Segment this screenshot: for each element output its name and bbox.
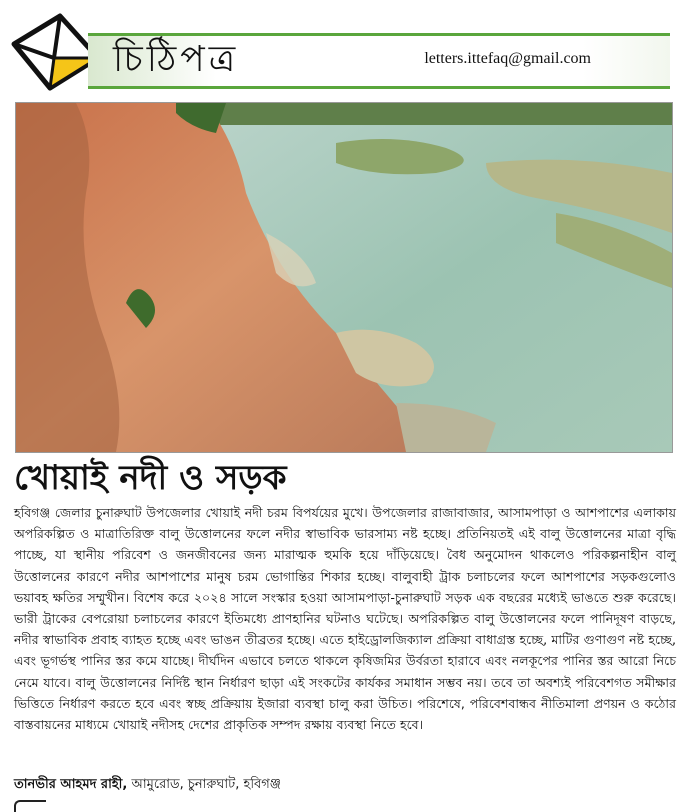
author-byline <box>14 775 281 796</box>
article-body: হবিগঞ্জ জেলার চুনারুঘাট উপজেলার খোয়াই নদী চরম বিপর্যয়ের মুখে। উপজেলার রাজাবাজার, আসামপাড়া ও আশপাশের এলাকায় অপরিকল্পিত ও মাত্রাতিরিক্ত বালু উত্তোলনের ফলে নদীর স্বাভাবিক ভারসাম্য নষ্ট হচ্ছে। প্রতিনিয়তই এই বালু উত্তোলনের মাত্রা বৃদ্ধি পাচ্ছে, যা স্থানীয় পরিবেশ ও জনজীবনের জন্য মারাত্মক হুমকি হয়ে দাঁড়িয়েছে। বৈধ অনুমোদন থাকলেও পরিকল্পনাহীন বালু উত্তোলনের কারণে নদীর আশপাশের মানুষ চরম ভোগান্তির শিকার হচ্ছে। বালুবাহী ট্রাক চলাচলের ফলে আশপাশের সড়কগুলোও ভয়াবহ ক্ষতির সম্মুখীন। বিশেষ করে ২০২৪ সালে সংস্কার হওয়া আসামপাড়া-চুনারুঘাট সড়ক এক বছরের মধ্যেই ভাঙতে শুরু করেছে। ভারী ট্রাকের বেপরোয়া চলাচলের কারণে ইতিমধ্যে প্রাণহানির ঘটনাও ঘটেছে। অপরিকল্পিত বালু উত্তোলনের ফলে পানিদূষণ বাড়ছে, নদীর স্বাভাবিক প্রবাহ ব্যাহত হচ্ছে এবং ভাঙন তীব্রতর হচ্ছে। এতে হাইড্রোলজিক্যাল প্রক্রিয়া বাধাগ্রস্ত হচ্ছে, মাটির গুণাগুণ নষ্ট হচ্ছে, এবং ভূগর্ভস্থ পানির স্তর কমে যাচ্ছে। দীর্ঘদিন এভাবে চলতে থাকলে কৃষিজমির উর্বরতা হারাবে এবং নলকূপের পানির স্তর আরো নিচে নেমে যাবে। বালু উত্তোলনের নির্দিষ্ট স্থান নির্ধারণ ছাড়া এই সংকটের কার্যকর সমাধান সম্ভব নয়। তবে তা অবশ্যই পরিবেশগত সমীক্ষার ভিত্তিতে নির্ধারণ করতে হবে এবং স্বচ্ছ প্রক্রিয়ায় ইজারা ব্যবস্থা চালু করা উচিত। পরিশেষে, পরিবেশবান্ধব নীতিমালা প্রণয়ন ও কঠোর বাস্তবায়নের মাধ্যমে খোয়াই নদীসহ দেশের প্রাকৃতিক সম্পদ রক্ষায় ব্যবস্থা নিতে হবে। <box>14 505 676 733</box>
section-title: চিঠিপত্র <box>113 39 240 80</box>
author-name: তানভীর আহমদ রাহী, <box>14 777 128 792</box>
section-header <box>0 0 691 100</box>
photo-illustration <box>16 103 672 452</box>
author-location: আমুরোড, চুনারুঘাট, হবিগঞ্জ <box>127 777 281 792</box>
river-bank-photo <box>15 102 673 453</box>
email-link[interactable]: letters.ittefaq@gmail.com <box>424 50 591 67</box>
next-article-mark <box>14 800 46 812</box>
article-headline: খোয়াই নদী ও সড়ক <box>14 458 287 498</box>
